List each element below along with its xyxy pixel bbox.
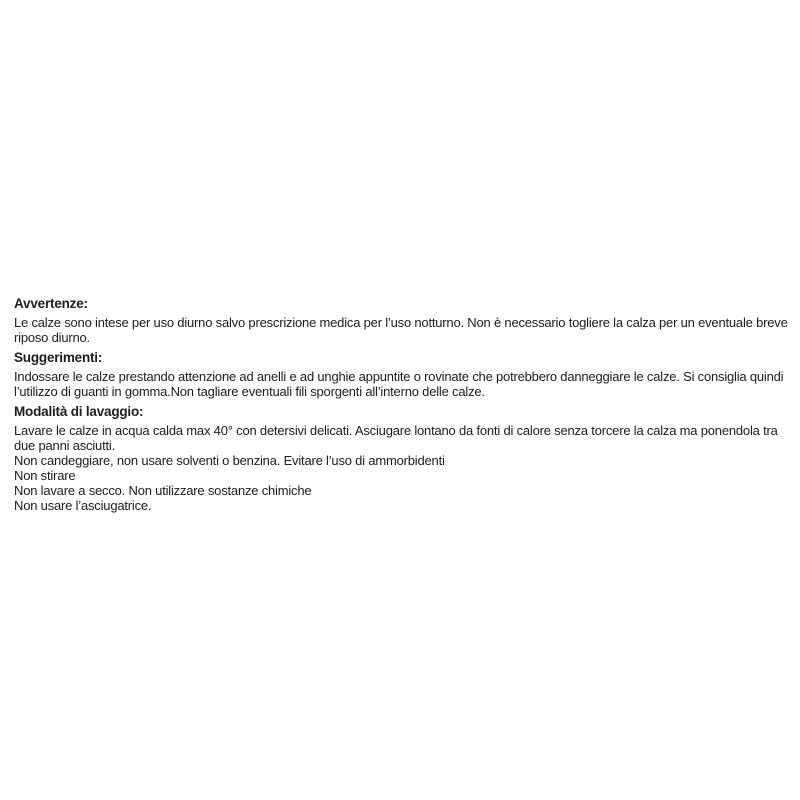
- section-heading-avvertenze: Avvertenze:: [14, 296, 88, 311]
- paragraph-lavaggio-istruzioni: Lavare le calze in acqua calda max 40° con detersivi delicati. Asciugare lontano da fonti di calore senza torcere la calza ma ponendola tra due panni asciutti.: [14, 423, 778, 453]
- paragraph-non-usare-asciugatrice: Non usare l’asciugatrice.: [14, 498, 152, 513]
- section-modalita-di-lavaggio: [14, 404, 792, 513]
- paragraph-non-lavare-a-secco: Non lavare a secco. Non utilizzare sostanze chimiche: [14, 483, 312, 498]
- section-heading-suggerimenti: Suggerimenti:: [14, 350, 103, 365]
- section-suggerimenti: [14, 350, 792, 399]
- section-avvertenze: [14, 296, 792, 345]
- paragraph-avvertenze: Le calze sono intese per uso diurno salvo prescrizione medica per l’uso notturno. Non è necessario togliere la calza per un eventuale breve riposo diurno.: [14, 315, 788, 345]
- paragraph-non-candeggiare: Non candeggiare, non usare solventi o benzina. Evitare l’uso di ammorbidenti: [14, 453, 445, 468]
- paragraph-non-stirare: Non stirare: [14, 468, 76, 483]
- paragraph-suggerimenti: Indossare le calze prestando attenzione ad anelli e ad unghie appuntite o rovinate che potrebbero danneggiare le calze. Si consiglia quindi l’utilizzo di guanti in gomma.Non tagliare eventuali fili sporgenti all’interno delle calze.: [14, 369, 784, 399]
- section-heading-modalita-di-lavaggio: Modalità di lavaggio:: [14, 404, 144, 419]
